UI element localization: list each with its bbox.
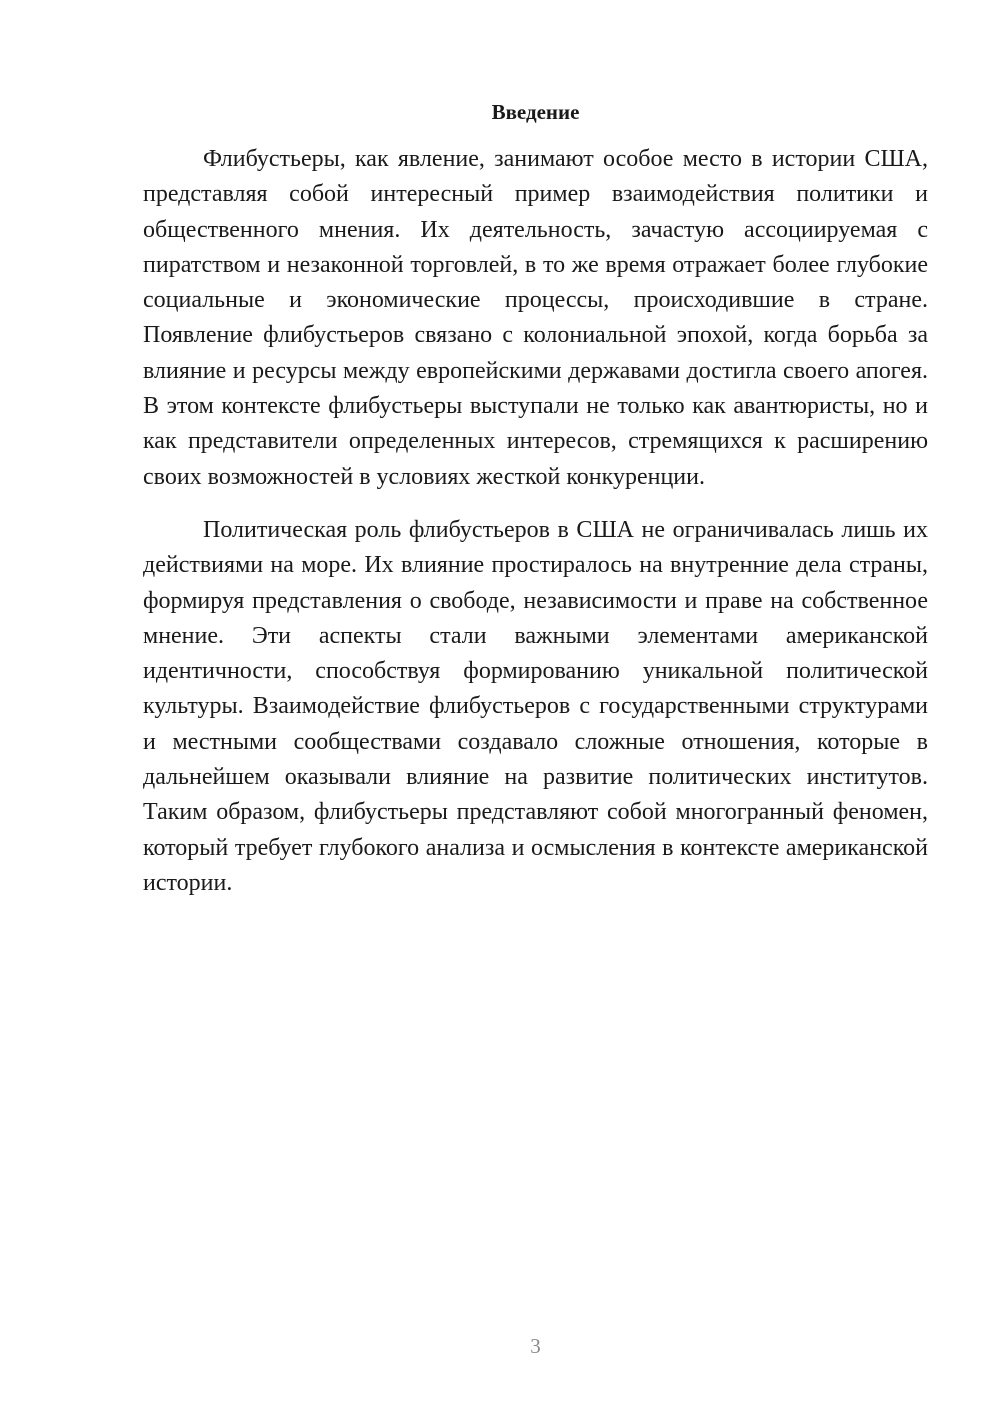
section-title: Введение	[491, 100, 580, 124]
body-text	[143, 142, 928, 901]
paragraph-intro: Флибустьеры, как явление, занимают особое место в истории США, представляя собой интересный пример взаимодействия политики и общественного мнения. Их деятельность, зачастую ассоциируемая с пиратством и незаконной торговлей, в то же время отражает более глубокие социальные и экономические процессы, происходившие в стране. Появление флибустьеров связано с колониальной эпохой, когда борьба за влияние и ресурсы между европейскими державами достигла своего апогея. В этом контексте флибустьеры выступали не только как авантюристы, но и как представители определенных интересов, стремящихся к расширению своих возможностей в условиях жесткой конкуренции.	[143, 146, 928, 490]
page-number: 3	[530, 1334, 541, 1358]
paragraph-political-role: Политическая роль флибустьеров в США не ограничивалась лишь их действиями на море. Их влияние простиралось на внутренние дела страны, формируя представления о свободе, независимости и праве на собственное мнение. Эти аспекты стали важными элементами американской идентичности, способствуя формированию уникальной политической культуры. Взаимодействие флибустьеров с государственными структурами и местными сообществами создавало сложные отношения, которые в дальнейшем оказывали влияние на развитие политических институтов. Таким образом, флибустьеры представляют собой многогранный феномен, который требует глубокого анализа и осмысления в контексте американской истории.	[143, 516, 928, 896]
